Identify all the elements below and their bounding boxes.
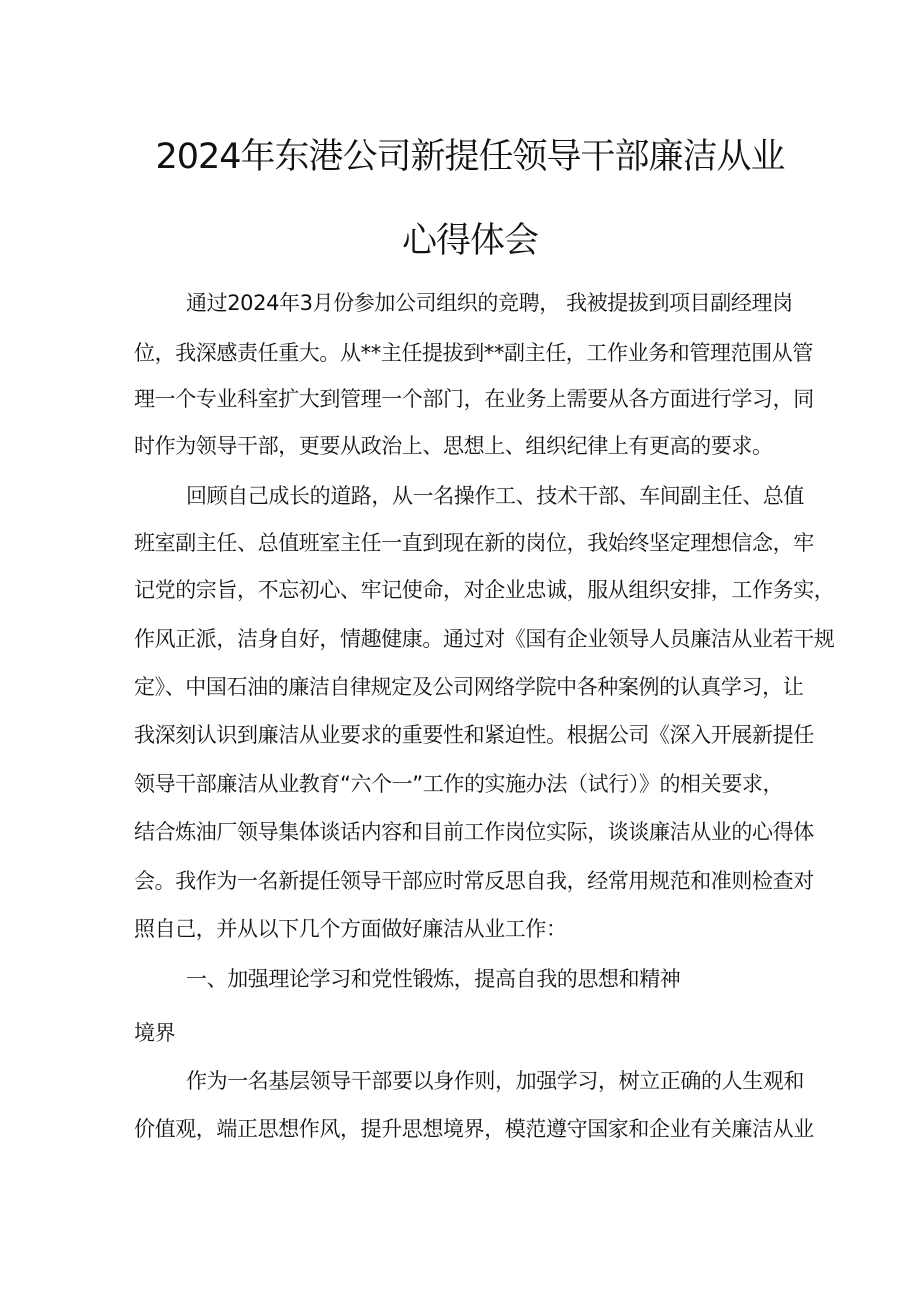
paragraph-line: 回顾自己成长的道路，从一名操作工、技术干部、车间副主任、总值	[186, 484, 804, 508]
paragraph-line: 会。我作为一名新提任领导干部应时常反思自我，经常用规范和准则检查对	[134, 869, 814, 893]
section-heading-line: 一、加强理论学习和党性锻炼，提高自我的思想和精神	[186, 967, 681, 991]
paragraph-line: 作为一名基层领导干部要以身作则，加强学习，树立正确的人生观和	[186, 1069, 804, 1093]
paragraph-line: 照自己，并从以下几个方面做好廉洁从业工作：	[134, 917, 567, 941]
paragraph-line: 记党的宗旨，不忘初心、牢记使命，对企业忠诚，服从组织安排，工作务实，	[134, 578, 835, 602]
paragraph-line: 作风正派，洁身自好，情趣健康。通过对《国有企业领导人员廉洁从业若干规	[134, 627, 835, 651]
document-title-line-2: 心得体会	[401, 221, 538, 261]
document-title-line-1: 2024年东港公司新提任领导干部廉洁从业	[155, 137, 785, 177]
paragraph-line: 定》、中国石油的廉洁自律规定及公司网络学院中各种案例的认真学习，让	[134, 675, 804, 699]
paragraph-line: 位，我深感责任重大。从**主任提拔到**副主任，工作业务和管理范围从管	[134, 341, 813, 365]
paragraph-line: 我深刻认识到廉洁从业要求的重要性和紧迫性。根据公司《深入开展新提任	[134, 723, 814, 747]
paragraph-line: 时作为领导干部，更要从政治上、思想上、组织纪律上有更高的要求。	[134, 434, 773, 458]
paragraph-line: 班室副主任、总值班室主任一直到现在新的岗位，我始终坚定理想信念，牢	[134, 531, 814, 555]
section-heading-line: 境界	[134, 1021, 176, 1045]
paragraph-line: 通过2024年3月份参加公司组织的竞聘， 我被提拔到项目副经理岗	[186, 291, 793, 315]
paragraph-line: 价值观，端正思想作风，提升思想境界，模范遵守国家和企业有关廉洁从业	[134, 1117, 814, 1141]
paragraph-line: 结合炼油厂领导集体谈话内容和目前工作岗位实际，谈谈廉洁从业的心得体	[134, 820, 814, 844]
paragraph-line: 理一个专业科室扩大到管理一个部门，在业务上需要从各方面进行学习，同	[134, 387, 814, 411]
paragraph-line: 领导干部廉洁从业教育“六个一”工作的实施办法（试行）》的相关要求，	[134, 772, 784, 796]
